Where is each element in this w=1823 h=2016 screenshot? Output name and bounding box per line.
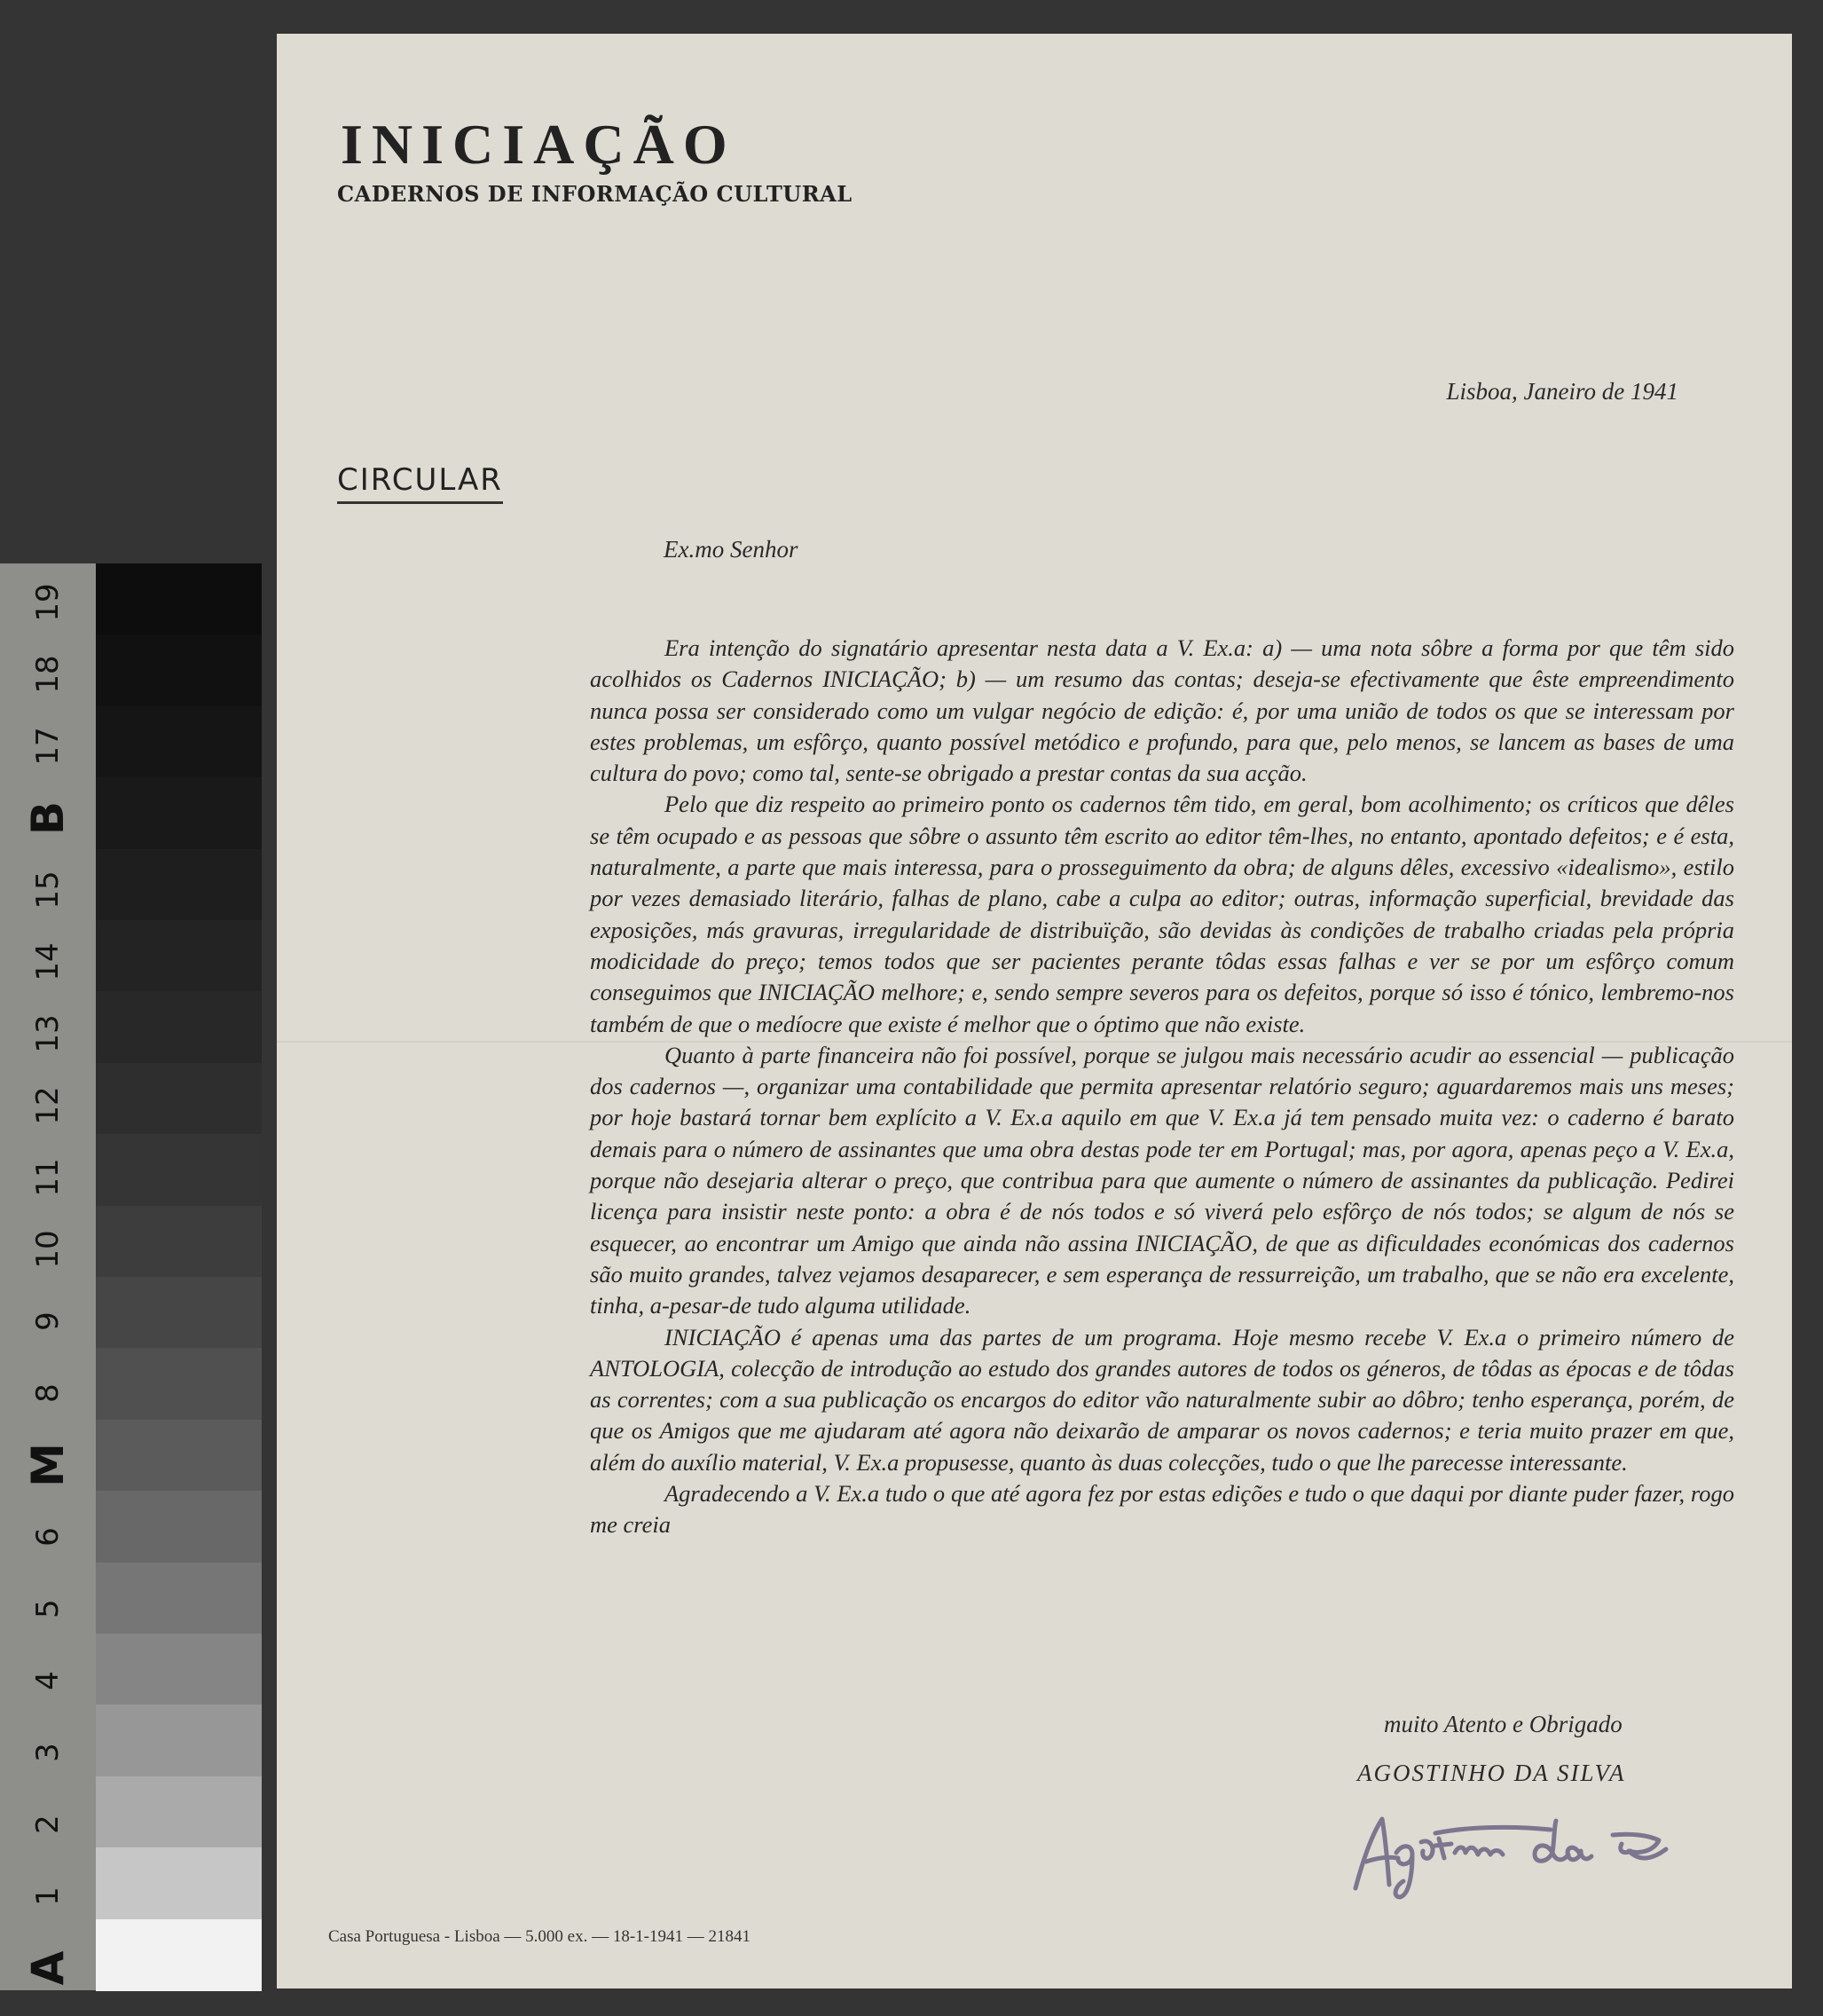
gray-patch — [96, 1776, 262, 1848]
circular-heading: CIRCULAR — [337, 462, 503, 504]
scale-label: 15 — [30, 870, 66, 910]
scale-label: 6 — [30, 1527, 66, 1547]
scale-label: 3 — [30, 1743, 66, 1762]
gray-patch — [96, 1847, 262, 1919]
letter-page — [277, 34, 1792, 1988]
scale-label: 4 — [30, 1671, 66, 1690]
gray-patch — [96, 563, 262, 635]
gray-patch — [96, 1277, 262, 1349]
scale-label: 13 — [30, 1014, 66, 1053]
scale-label: 18 — [30, 655, 66, 694]
letter-body — [590, 633, 1734, 1541]
gray-patch — [96, 849, 262, 921]
gray-patch — [96, 1420, 262, 1492]
gray-patch — [96, 706, 262, 778]
scale-label: M — [22, 1443, 74, 1487]
scale-labels — [0, 563, 96, 1990]
paragraph: Pelo que diz respeito ao primeiro ponto os cadernos têm tido, em geral, bom acolhimento; os críticos que dêles se têm ocupado e as pessoas que sôbre o assunto têm escrito ao editor têm-lhes, no entanto, apontado defeitos; e é esta, naturalmente, a parte que mais interessa, para o prosseguimento da obra; de alguns dêles, excessivo «idealismo», estilo por vezes demasiado literário, falhas de plano, cabe a culpa ao editor; outras, informação superficial, brevidade das exposições, más gravuras, irregularidade de distribuïção, são devidas às condições de trabalho criadas pela própria modicidade do preço; temos todos que ser pacientes perante tôdas essas falhas e ver se por um esfôrço comum conseguimos que INICIAÇÃO melhore; e, sendo sempre severos para os defeitos, porque só isso é tónico, lembremo-nos também de que o medíocre que existe é melhor que o óptimo que não existe. — [590, 791, 1734, 1037]
paragraph: INICIAÇÃO é apenas uma das partes de um programa. Hoje mesmo recebe V. Ex.a o primeiro número de ANTOLOGIA, colecção de introdução ao estudo dos grandes autores de todos os géneros, de tôdas as épocas e de tôdas as correntes; com a sua publicação os encargos do editor vão naturalmente subir ao dôbro; tenho esperança, porém, de que os Amigos que me ajudaram até agora não deixarão de amparar os novos cadernos; e teria muito prazer em que, além do auxílio material, V. Ex.a propusesse, quanto às duas colecções, tudo o que lhe parecesse interessante. — [590, 1323, 1734, 1476]
closing: muito Atento e Obrigado — [1384, 1711, 1623, 1737]
printer-imprint: Casa Portuguesa - Lisboa — 5.000 ex. — 18-1-1941 — 21841 — [328, 1927, 750, 1946]
color-checker-strip — [0, 563, 262, 1990]
scale-label: 8 — [30, 1383, 66, 1403]
scale-label: 12 — [30, 1086, 66, 1125]
scale-label: 1 — [30, 1886, 66, 1906]
signer-name: AGOSTINHO DA SILVA — [1357, 1760, 1626, 1786]
gray-patch — [96, 1063, 262, 1135]
gray-patch — [96, 1705, 262, 1776]
gray-patch — [96, 1563, 262, 1634]
scale-label: 19 — [30, 583, 66, 622]
scale-label: 14 — [30, 942, 66, 981]
paragraph: Agradecendo a V. Ex.a tudo o que até agora fez por estas edições e tudo o que daqui por diante puder fazer, rogo me creia — [590, 1480, 1734, 1539]
gray-patch — [96, 1491, 262, 1563]
scale-label: 10 — [30, 1230, 66, 1269]
gray-patch — [96, 1348, 262, 1420]
gray-patch — [96, 920, 262, 992]
gray-patch — [96, 777, 262, 849]
scale-label: 17 — [30, 727, 66, 766]
masthead-title: INICIAÇÃO — [341, 113, 736, 176]
gray-patch — [96, 1634, 262, 1705]
gray-patch — [96, 991, 262, 1063]
dateline: Lisboa, Janeiro de 1941 — [1446, 378, 1678, 405]
scale-label: 11 — [30, 1158, 66, 1197]
paragraph: Era intenção do signatário apresentar nesta data a V. Ex.a: a) — uma nota sôbre a forma por que têm sido acolhidos os Cadernos INICIAÇÃO; b) — um resumo das contas; deseja-se efectivamente que êste empreendimento nunca possa ser considerado como um vulgar negócio de edição: é, por uma união de todos os que se interessam por estes problemas, um esfôrço, quanto possível metódico e profundo, para que, pelo menos, se lancem as bases de uma cultura do povo; como tal, sente-se obrigado a prestar contas da sua acção. — [590, 634, 1734, 787]
scale-label: A — [22, 1950, 74, 1986]
scale-label: B — [22, 800, 74, 836]
scale-label: 9 — [30, 1311, 66, 1331]
gray-patches — [96, 563, 262, 1990]
scale-label: 2 — [30, 1815, 66, 1834]
gray-patch — [96, 1919, 262, 1991]
masthead-subtitle: CADERNOS DE INFORMAÇÃO CULTURAL — [337, 181, 853, 207]
scale-label: 5 — [30, 1599, 66, 1618]
handwritten-signature — [1347, 1799, 1701, 1906]
salutation: Ex.mo Senhor — [664, 536, 798, 563]
gray-patch — [96, 1134, 262, 1206]
gray-patch — [96, 634, 262, 706]
paragraph: Quanto à parte financeira não foi possível, porque se julgou mais necessário acudir ao essencial — publicação dos cadernos —, organizar uma contabilidade que permita apresentar relatório seguro; aguardaremos mais uns meses; por hoje bastará tornar bem explícito a V. Ex.a aquilo em que V. Ex.a já tem pensado muita vez: o caderno é barato demais para o número de assinantes que uma obra destas pode ter em Portugal; mas, por agora, apenas peço a V. Ex.a, porque não desejaria alterar o preço, que contribua para que aumente o número de assinantes da publicação. Pedirei licença para insistir neste ponto: a obra é de nós todos e só viverá pelo esfôrço de nós todos; se algum de nós se esquecer, ao encontrar um Amigo que ainda não assina INICIAÇÃO, de que as dificuldades económicas dos cadernos são muito grandes, talvez vejamos desaparecer, e sem esperança de ressurreição, um trabalho, que se não era excelente, tinha, a-pesar-de tudo alguma utilidade. — [590, 1041, 1734, 1319]
gray-patch — [96, 1206, 262, 1278]
